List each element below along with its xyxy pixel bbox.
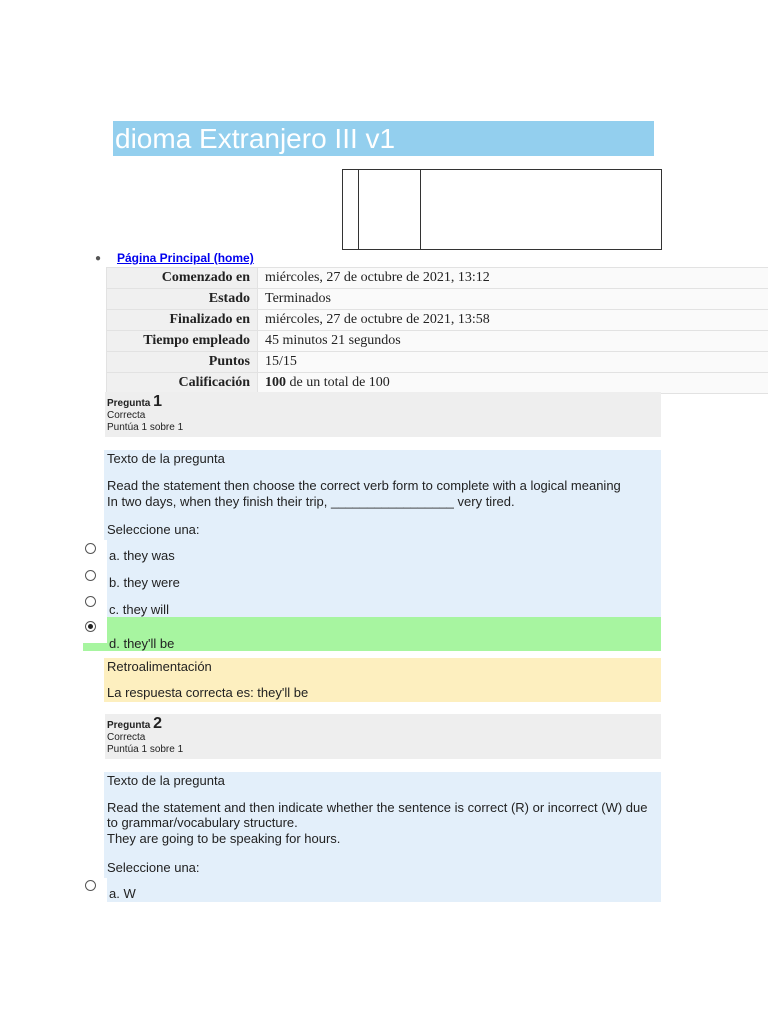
attempt-summary-table [106, 267, 768, 394]
row-label: Finalizado en [107, 310, 258, 331]
option-label: d. they'll be [109, 636, 175, 651]
question-sentence: They are going to be speaking for hours. [107, 831, 341, 846]
answer-option-c[interactable] [83, 594, 661, 617]
question-status: Correcta [107, 410, 146, 421]
row-value: 15/15 [258, 352, 768, 373]
radio-button[interactable] [85, 880, 96, 891]
row-value: Terminados [258, 289, 768, 310]
empty-cell [343, 170, 359, 249]
select-one-label: Seleccione una: [107, 860, 200, 875]
radio-button[interactable] [85, 596, 96, 607]
question-score: Puntúa 1 sobre 1 [107, 422, 184, 433]
table-row [107, 310, 768, 331]
question-number: 1 [153, 393, 163, 410]
question-info [105, 392, 661, 437]
question-score: Puntúa 1 sobre 1 [107, 744, 184, 755]
table-row [107, 331, 768, 352]
home-link[interactable]: Página Principal (home) [117, 251, 254, 265]
row-value [258, 373, 768, 394]
option-label: b. they were [109, 575, 180, 590]
answer-option-d[interactable] [83, 617, 661, 651]
empty-cell [358, 170, 421, 249]
option-label: c. they will [109, 602, 169, 617]
course-title-banner [113, 121, 654, 156]
option-label: a. W [109, 886, 136, 901]
answer-option-a[interactable] [83, 878, 661, 902]
row-label: Comenzado en [107, 268, 258, 289]
row-value: miércoles, 27 de octubre de 2021, 13:12 [258, 268, 768, 289]
row-label: Estado [107, 289, 258, 310]
row-value: miércoles, 27 de octubre de 2021, 13:58 [258, 310, 768, 331]
radio-button-selected[interactable] [85, 621, 96, 632]
feedback-label: Retroalimentación [107, 659, 212, 674]
row-label: Calificación [107, 373, 258, 394]
row-label: Puntos [107, 352, 258, 373]
question-statement-cont: to grammar/vocabulary structure. [107, 815, 298, 830]
question-sentence: In two days, when they finish their trip, _________________ very tired. [107, 494, 515, 509]
grade-value: 100 [265, 375, 286, 390]
empty-header-table [342, 169, 662, 250]
course-title: dioma Extranjero III v1 [115, 123, 396, 154]
grade-total: de un total de 100 [286, 375, 390, 390]
question-text-block [104, 772, 661, 878]
table-row [107, 373, 768, 394]
question-statement: Read the statement then choose the correct verb form to complete with a logical meaning [107, 478, 621, 493]
question-statement: Read the statement and then indicate whether the sentence is correct (R) or incorrect (W) due [107, 800, 648, 815]
feedback-text: La respuesta correcta es: they'll be [107, 685, 309, 700]
row-value: 45 minutos 21 segundos [258, 331, 768, 352]
table-row [107, 352, 768, 373]
feedback-block [104, 658, 661, 702]
question-prefix: Pregunta [107, 398, 151, 409]
question-prefix: Pregunta [107, 720, 151, 731]
select-one-label: Seleccione una: [107, 522, 200, 537]
radio-button[interactable] [85, 570, 96, 581]
option-label: a. they was [109, 548, 175, 563]
radio-button[interactable] [85, 543, 96, 554]
question-status: Correcta [107, 732, 146, 743]
table-row [107, 268, 768, 289]
question-text-label: Texto de la pregunta [107, 451, 225, 466]
table-row [107, 289, 768, 310]
question-number: 2 [153, 715, 163, 732]
question-text-label: Texto de la pregunta [107, 773, 225, 788]
row-label: Tiempo empleado [107, 331, 258, 352]
question-text-block [104, 450, 661, 540]
answer-option-a[interactable] [83, 540, 661, 567]
answer-option-b[interactable] [83, 567, 661, 594]
bullet-icon: ● [95, 253, 102, 264]
question-info [105, 714, 661, 759]
